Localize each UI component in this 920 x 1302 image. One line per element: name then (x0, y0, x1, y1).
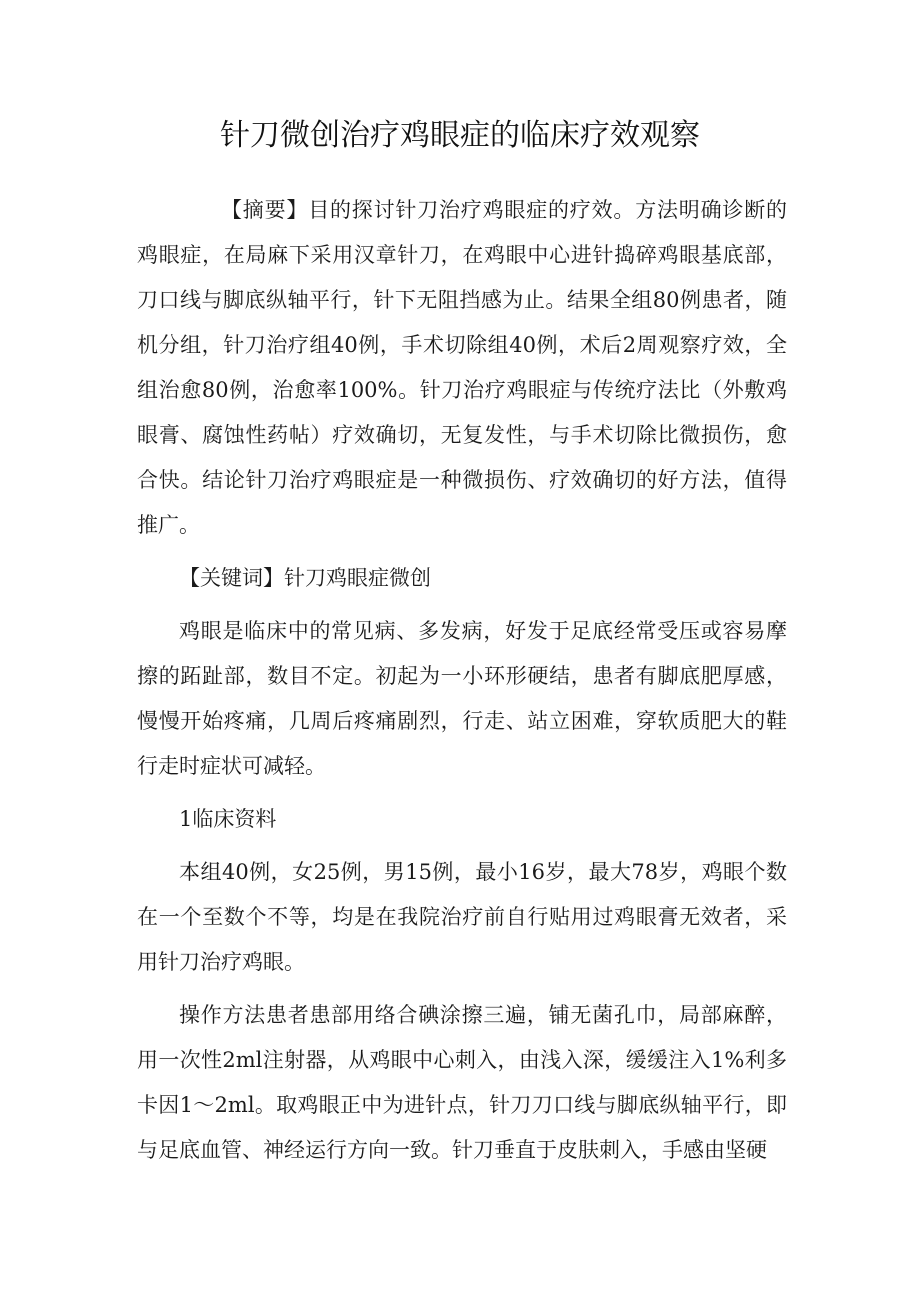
procedure-paragraph: 操作方法患者患部用络合碘涂擦三遍，铺无菌孔巾，局部麻醉，用一次性2ml注射器，从鸡眼中心刺入，由浅入深，缓缓注入1%利多卡因1～2ml。取鸡眼正中为进针点，针刀刀口线与脚底纵轴平行，即与足底血管、神经运行方向一致。针刀垂直于皮肤刺入，手感由坚硬 (137, 1003, 787, 1162)
keywords-paragraph: 【关键词】针刀鸡眼症微创 (179, 566, 431, 590)
abstract-paragraph: 【摘要】目的探讨针刀治疗鸡眼症的疗效。方法明确诊断的鸡眼症，在局麻下采用汉章针刀，在鸡眼中心进针捣碎鸡眼基底部，刀口线与脚底纵轴平行，针下无阻挡感为止。结果全组80例患者，随机分组，针刀治疗组40例，手术切除组40例，术后2周观察疗效，全组治愈80例，治愈率100%。针刀治疗鸡眼症与传统疗法比（外敷鸡眼膏、腐蚀性药帖）疗效确切，无复发性，与手术切除比微损伤，愈合快。结论针刀治疗鸡眼症是一种微损伤、疗效确切的好方法，值得推广。 (137, 198, 787, 537)
clinical-data-paragraph: 本组40例，女25例，男15例，最小16岁，最大78岁，鸡眼个数在一个至数个不等，均是在我院治疗前自行贴用过鸡眼膏无效者，采用针刀治疗鸡眼。 (137, 860, 787, 974)
document-body (137, 188, 787, 1181)
section-heading-clinical-data: 1临床资料 (179, 807, 277, 831)
document-title: 针刀微创治疗鸡眼症的临床疗效观察 (220, 118, 700, 153)
intro-paragraph: 鸡眼是临床中的常见病、多发病，好发于足底经常受压或容易摩擦的跖趾部，数目不定。初起为一小环形硬结，患者有脚底肥厚感，慢慢开始疼痛，几周后疼痛剧烈，行走、站立困难，穿软质肥大的鞋行走时症状可减轻。 (137, 619, 787, 778)
